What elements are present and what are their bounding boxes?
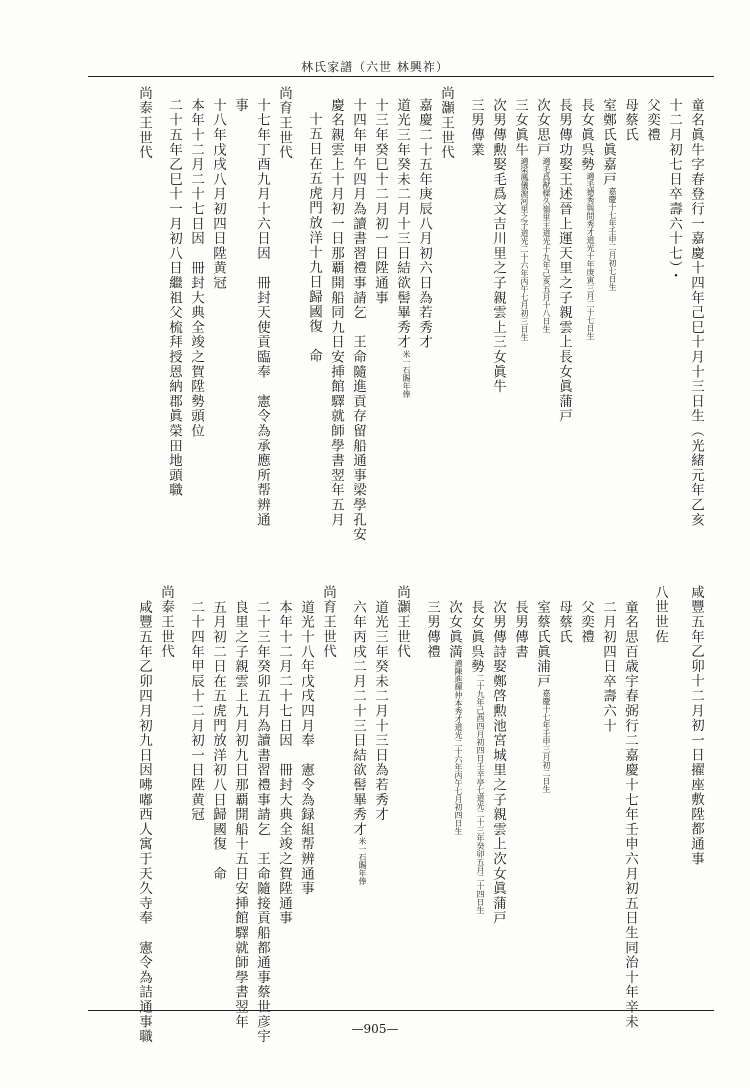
text-column <box>416 98 432 350</box>
text-column <box>188 98 204 438</box>
text-column <box>136 600 152 1044</box>
text-column <box>644 98 660 142</box>
text-column <box>688 585 704 866</box>
text-column <box>328 98 344 527</box>
text-column <box>556 98 572 424</box>
text-column <box>188 600 204 822</box>
text-column <box>600 600 616 733</box>
column-text: 三男傳禮 <box>424 600 440 660</box>
note-line: 適陳進輝仲本秀才 <box>454 659 463 724</box>
text-column <box>320 585 336 659</box>
note-line: 適梁鳳儀源河里之子 <box>520 157 529 230</box>
note-line: 米一石 <box>402 349 411 374</box>
column-text: 三女眞牛 <box>512 98 528 158</box>
column-text: 十七年丁酉九月十六日因 冊封天使貢臨奉 憲令為承應所帮辨通 <box>254 98 270 528</box>
column-text: 道光十八年戊戌四月奉 憲令為録組帮辨通事 <box>298 600 314 896</box>
text-column <box>490 98 506 394</box>
note-line: 嘉慶十七年壬申二月初七日生 <box>608 186 617 291</box>
column-text: 次女思戸 <box>534 98 550 158</box>
interlinear-note <box>358 837 366 885</box>
text-column <box>438 86 454 160</box>
note-line: 道光二十三年癸卯五月二十四日生 <box>476 794 485 914</box>
text-column <box>578 98 594 340</box>
note-line: 米一石 <box>358 836 367 861</box>
text-column <box>688 98 704 527</box>
text-column <box>512 600 528 659</box>
text-column <box>666 98 682 284</box>
column-text: 十二月初七日卒壽六十七）・ <box>666 98 682 284</box>
note-line: 二十九年己酉四月初四日壬辛亭七 <box>476 674 485 794</box>
column-text: 尚泰王世代 <box>158 585 174 659</box>
text-column <box>556 600 572 644</box>
text-column <box>490 600 506 926</box>
text-column <box>276 86 292 160</box>
column-text: 童名思百歳宇春弼行二嘉慶十七年壬申六月初五日生同治十年辛未 <box>622 600 638 1030</box>
text-column <box>210 98 226 290</box>
column-text: 本年十二月二十七日因 冊封大典全竣之賀陞勢頭位 <box>188 98 204 439</box>
text-column <box>468 600 484 914</box>
text-column <box>600 98 616 291</box>
text-column <box>350 98 366 542</box>
note-line: 賜年俸 <box>402 373 411 398</box>
text-column <box>468 98 484 157</box>
column-text: 本年十二月二十七日因 冊封大典全竣之賀陞通事 <box>276 600 292 926</box>
note-line: 道光十年庚寅三月二十七日生 <box>586 236 595 340</box>
text-column <box>254 98 270 527</box>
column-text: 尚育王世代 <box>276 86 292 160</box>
column-text: 十五日在五虎門放洋十九日歸國復 命 <box>306 112 322 364</box>
interlinear-note <box>476 674 484 914</box>
column-text: 長男傳書 <box>512 600 528 660</box>
text-column <box>232 98 248 113</box>
column-text: 尚育王世代 <box>320 585 336 659</box>
running-header: 林氏家譜（六世 林興祚） <box>301 60 449 74</box>
column-text: 咸豐五年乙卯四月初九日因咈嘟西人寓于天久寺奉 憲令為詰通事職 <box>136 600 152 1044</box>
column-text: 二月初四日卒壽六十 <box>600 600 616 734</box>
column-text: 事 <box>232 98 248 113</box>
column-text: 良里之子親雲上九月初九日那覇開船十五日安挿館驛就師學書翌年 <box>232 600 248 1030</box>
column-text: 次男傳詩娶鄭啓勲池宮城里之子親雲上次女眞蒲戸 <box>490 600 506 926</box>
text-column <box>394 98 410 398</box>
column-text: 五月初二日在五虎門放洋初八日歸國復 命 <box>210 600 226 882</box>
note-line: 道光二十六年丙午七月初四日生 <box>454 723 463 836</box>
text-column <box>158 585 174 659</box>
column-text: 長男傳功娶王述晉上運天里之子親雲上長女眞蒲戸 <box>556 98 572 424</box>
column-text: 二十三年癸卯五月為讀書習禮事請乞 王命隨接貢船都通事蔡世彦宇 <box>254 600 270 1044</box>
column-text: 道光三年癸未二月十三日為若秀才 <box>372 600 388 822</box>
column-text: 尚泰王世代 <box>136 86 152 160</box>
text-column <box>424 600 440 659</box>
column-text: 二十四年甲辰十二月初一日陞黄冠 <box>188 600 204 822</box>
column-text: 次男傳勲娶毛爲文吉川里之子親雲上三女眞牛 <box>490 98 506 394</box>
header-rule <box>88 76 714 77</box>
column-text: 十三年癸巳十二月初一日陞通事 <box>372 98 388 306</box>
text-column <box>298 600 314 896</box>
column-text: 二十五年乙巳十一月初八日繼祖父梳拜授恩納郡眞榮田地頭職 <box>166 98 182 498</box>
text-column <box>232 600 248 1029</box>
column-text: 室蔡氏眞浦戸 <box>534 600 550 689</box>
column-text: 父奕禮 <box>644 98 660 143</box>
text-column <box>446 600 462 835</box>
interlinear-note <box>454 659 462 835</box>
note-line: 適毛爲猷樑久嶺里主 <box>542 157 551 230</box>
text-column <box>534 98 550 333</box>
column-text: 慶名親雲上十月初一日那覇開船同九日安挿館驛就師學書翌年五月 <box>328 98 344 528</box>
text-column <box>254 600 270 1044</box>
note-line: 賜年俸 <box>358 860 367 885</box>
note-line: 嘉慶十七年壬申三月初二日生 <box>542 688 551 793</box>
column-text: 長女眞呉勢 <box>578 98 594 172</box>
column-text: 嘉慶二十五年庚辰八月初六日為若秀才 <box>416 98 432 350</box>
column-text: 童名眞牛字春登行一嘉慶十四年己巳十月十三日生（光緒元年乙亥 <box>688 98 704 528</box>
text-column <box>350 600 366 885</box>
text-column <box>622 98 638 142</box>
column-text: 六年丙戌二月二十三日結欲髻畢秀才 <box>350 600 366 837</box>
text-column <box>372 98 388 305</box>
column-text: 尚灝王世代 <box>394 585 410 659</box>
column-text: 三男傳業 <box>468 98 484 158</box>
text-column <box>622 600 638 1029</box>
note-line: 道光十九年己亥五月十八日生 <box>542 229 551 334</box>
text-column <box>534 600 550 793</box>
text-column <box>652 585 668 644</box>
text-column <box>210 600 226 881</box>
column-text: 十八年戊戌八月初四日陞黄冠 <box>210 98 226 291</box>
column-text: 室鄭氏眞嘉戸 <box>600 98 616 187</box>
column-text: 尚灝王世代 <box>438 86 454 160</box>
text-column <box>372 600 388 822</box>
column-text: 八世世佐 <box>652 585 668 645</box>
page-number: —905— <box>351 1022 399 1036</box>
column-text: 長女眞呉勢 <box>468 600 484 674</box>
column-text: 次女眞満 <box>446 600 462 660</box>
interlinear-note <box>542 157 550 333</box>
column-text: 母蔡氏 <box>556 600 572 645</box>
interlinear-note <box>542 689 550 793</box>
interlinear-note <box>586 172 594 340</box>
interlinear-note <box>608 187 616 291</box>
interlinear-note <box>520 157 528 341</box>
text-column <box>276 600 292 926</box>
column-text: 道光三年癸未二月十三日結欲髻畢秀才 <box>394 98 410 350</box>
interlinear-note <box>402 350 410 398</box>
footer-rule <box>88 1010 714 1011</box>
text-column <box>136 86 152 160</box>
text-column <box>578 600 594 644</box>
column-text: 母蔡氏 <box>622 98 638 143</box>
text-column <box>306 112 322 364</box>
text-column <box>394 585 410 659</box>
column-text: 十四年甲午四月為讀書習禮事請乞 王命隨進貢存留船通事梁學孔安 <box>350 98 366 542</box>
column-text: 咸豐五年乙卯十二月初一日擢座敷陞都通事 <box>688 585 704 867</box>
text-column <box>512 98 528 341</box>
note-line: 適毛德秀與問秀才 <box>586 172 595 236</box>
note-line: 道光二十六年丙午七月初三日生 <box>520 229 529 342</box>
text-column <box>166 98 182 498</box>
column-text: 父奕禮 <box>578 600 594 645</box>
